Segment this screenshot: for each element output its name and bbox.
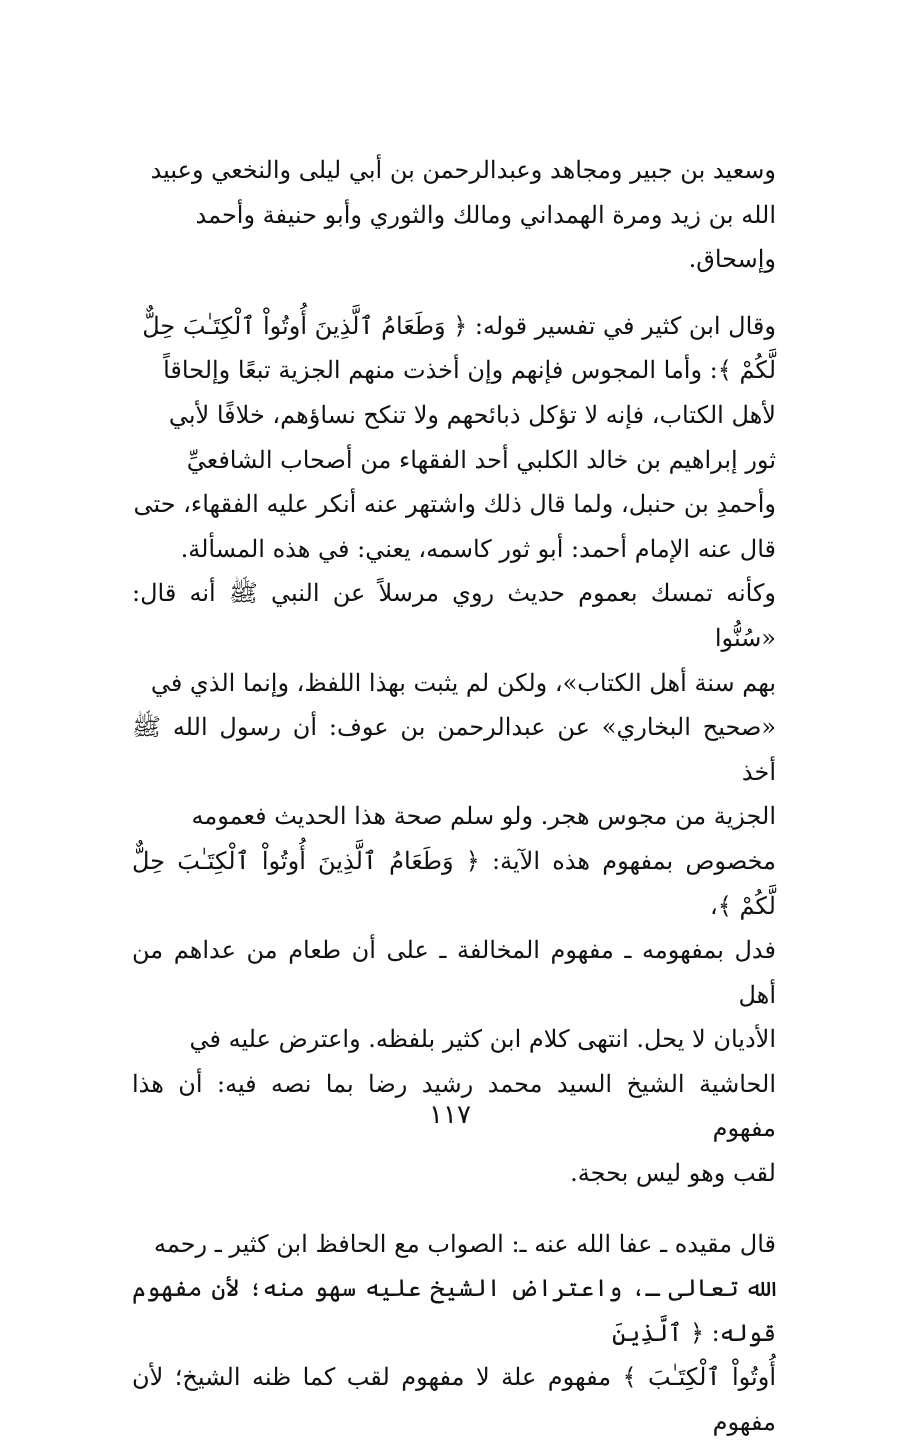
text-line: مخصوص بمفهوم هذه الآية: ﴿ وَطَعَامُ ٱلَّذِينَ أُوتُواْ ٱلْكِتَـٰبَ حِلٌّ لَّكُمْ ﴾، [132,846,776,920]
text-line: فدل بمفهومه ـ مفهوم المخالفة ـ على أن طعام من عداهم من أهل [132,936,776,1009]
text-line: بهم سنة أهل الكتاب»، ولكن لم يثبت بهذا اللفظ، وإنما الذي في [150,668,776,697]
text-line: وقال ابن كثير في تفسير قوله: ﴿ وَطَعَامُ ٱلَّذِينَ أُوتُواْ ٱلْكِتَـٰبَ حِلٌّ [142,311,776,340]
text-line: «صحيح البخاري» عن عبدالرحمن بن عوف: أن رسول الله ﷺ أخذ [132,713,776,786]
text-line: الله تعالى ـ، واعتراض الشيخ عليه سهو منه؛ لأن مفهوم قوله: ﴿ ٱلَّذِينَ [132,1274,776,1347]
text-line: الأديان لا يحل. انتهى كلام ابن كثير بلفظه. واعترض عليه في [189,1025,776,1054]
paragraph-3 [132,1222,776,1445]
text-line: وإسحاق. [688,245,776,274]
text-line: وأحمدِ بن حنبل، ولما قال ذلك واشتهر عنه أنكر عليه الفقهاء، حتى [133,490,776,519]
text-line: الله بن زيد ومرة الهمداني ومالك والثوري وأبو حنيفة وأحمد [195,200,776,229]
text-line: أُوتُواْ ٱلْكِتَـٰبَ ﴾ مفهوم علة لا مفهوم لقب كما ظنه الشيخ؛ لأن مفهوم [132,1363,776,1437]
page-number: ١١٧ [429,1100,471,1130]
paragraph-1 [132,148,776,282]
text-line: الحاشية الشيخ السيد محمد رشيد رضا بما نصه فيه: أن هذا مفهوم [132,1069,776,1143]
text-line: قال مقيده ـ عفا الله عنه ـ: الصواب مع الحافظ ابن كثير ـ رحمه [153,1229,776,1258]
text-line: لقب وهو ليس بحجة. [570,1159,776,1188]
text-line: ثور إبراهيم بن خالد الكلبي أحد الفقهاء من أصحاب الشافعيِّ [186,445,776,474]
text-line: لأهل الكتاب، فإنه لا تؤكل ذبائحهم ولا تنكح نساؤهم، خلافًا لأبي [168,400,776,429]
paragraph-2 [132,304,776,1196]
text-line: وسعيد بن جبير ومجاهد وعبدالرحمن بن أبي ليلى والنخعي وعبيد [150,156,776,184]
text-line: لَّكُمْ ﴾: وأما المجوس فإنهم وإن أخذت منهم الجزية تبعًا وإلحاقاً [163,356,776,385]
text-line: وكأنه تمسك بعموم حديث روي مرسلاً عن النبي ﷺ أنه قال: «سُنُّوا [132,579,776,652]
text-line: الجزية من مجوس هجر. ولو سلم صحة هذا الحديث فعمومه [191,802,776,831]
text-line: قال عنه الإمام أحمد: أبو ثور كاسمه، يعني: في هذه المسألة. [180,534,776,563]
page-body [132,148,776,1445]
